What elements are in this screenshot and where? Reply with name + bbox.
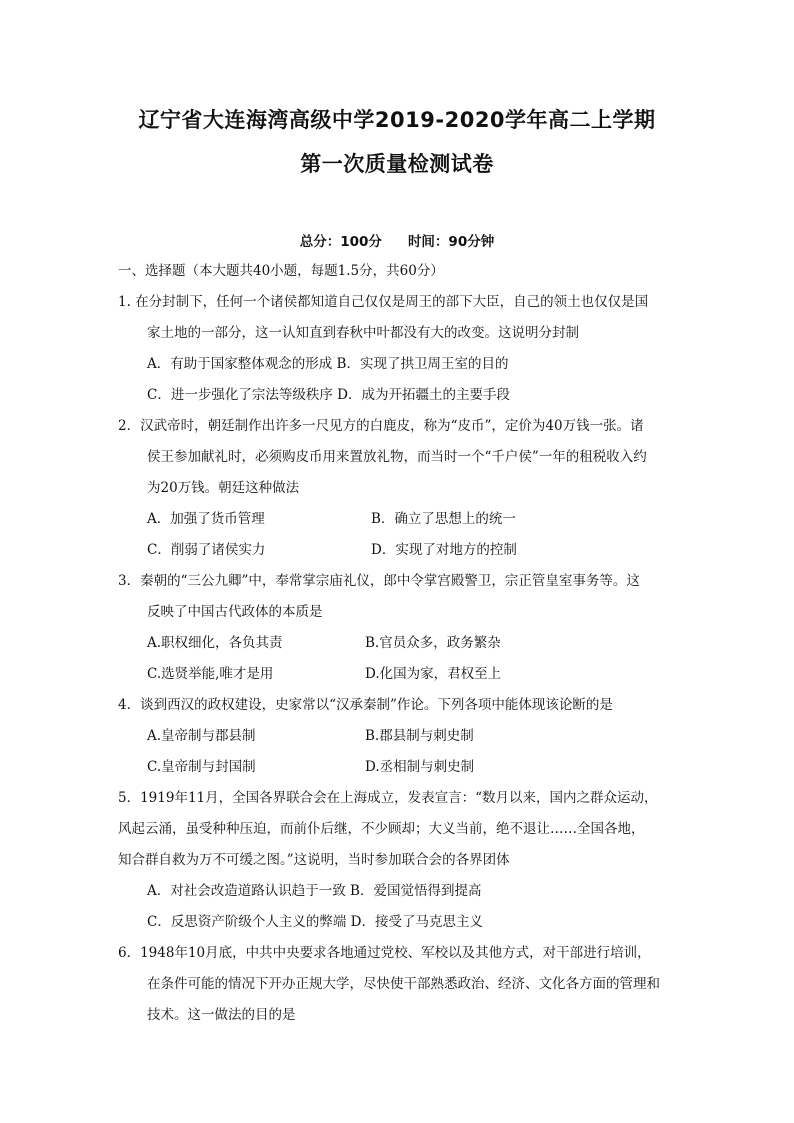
question-1-line-1: 1. 在分封制下，任何一个诸侯都知道自己仅仅是周王的部下大臣，自己的领土也仅仅是国: [118, 294, 649, 310]
exam-title-line1: 辽宁省大连海湾高级中学2019-2020学年高二上学期: [138, 108, 656, 132]
question-2-line-2: 侯王参加献礼时，必须购皮币用来置放礼物，而当时一个“千户侯”一年的租税收入约: [147, 449, 647, 465]
question-4-option-d: D.丞相制与刺史制: [365, 759, 475, 775]
question-3-line-2: 反映了中国古代政体的本质是: [147, 604, 323, 620]
question-3-option-a: A.职权细化，各负其责: [147, 635, 283, 651]
question-2-line-3: 为20万钱。朝廷这种做法: [147, 480, 300, 496]
question-6-line-2: 在条件可能的情况下开办正规大学，尽快使干部熟悉政治、经济、文化各方面的管理和: [147, 976, 660, 992]
question-5-options-cd: C．反思资产阶级个人主义的弊端 D．接受了马克思主义: [147, 914, 483, 930]
question-2-option-a: A．加强了货币管理: [147, 511, 265, 527]
question-6-line-1: 6．1948年10月底，中共中央要求各地通过党校、军校以及其他方式，对干部进行培训，: [118, 945, 651, 961]
question-4-option-c: C.皇帝制与封国制: [147, 759, 256, 775]
question-6-line-3: 技术。这一做法的目的是: [147, 1007, 296, 1023]
question-2-option-d: D．实现了对地方的控制: [371, 542, 517, 558]
exam-meta: [0, 230, 794, 250]
question-5-line-1: 5．1919年11月，全国各界联合会在上海成立，发表宣言：“数月以来，国内之群众运动，: [118, 790, 658, 806]
question-3-option-d: D.化国为家，君权至上: [365, 666, 502, 682]
question-5-options-ab: A．对社会改造道路认识趋于一致 B．爱国觉悟得到提高: [147, 883, 482, 899]
question-4-option-b: B.郡县制与刺史制: [365, 728, 474, 744]
section-heading: 一、选择题（本大题共40小题，每题1.5分，共60分）: [118, 263, 444, 279]
question-1-options-cd: C．进一步强化了宗法等级秩序 D．成为开拓疆土的主要手段: [147, 387, 510, 403]
question-4-line-1: 4．谈到西汉的政权建设，史家常以“汉承秦制”作论。下列各项中能体现该论断的是: [118, 697, 613, 713]
question-3-option-b: B.官员众多，政务繁杂: [365, 635, 501, 651]
time-limit: 时间：90分钟: [407, 234, 495, 250]
exam-title-line2: 第一次质量检测试卷: [300, 152, 494, 176]
question-2-option-c: C．削弱了诸侯实力: [147, 542, 266, 558]
question-1-options-ab: A．有助于国家整体观念的形成 B．实现了拱卫周王室的目的: [147, 356, 509, 372]
question-5-line-3: 知合群自救为万不可缓之图。”这说明，当时参加联合会的各界团体: [118, 852, 510, 868]
total-score: 总分：100分: [299, 234, 382, 250]
question-1-line-2: 家土地的一部分，这一认知直到春秋中叶都没有大的改变。这说明分封制: [147, 325, 579, 341]
question-5-line-2: 风起云涌，虽受种种压迫，而前仆后继，不少顾却；大义当前，绝不退让……全国各地，: [118, 821, 645, 837]
question-3-line-1: 3．秦朝的“三公九卿”中，奉常掌宗庙礼仪，郎中令掌宫殿警卫，宗正管皇室事务等。这: [118, 573, 640, 589]
question-4-option-a: A.皇帝制与郡县制: [147, 728, 256, 744]
question-2-option-b: B．确立了思想上的统一: [371, 511, 516, 527]
question-3-option-c: C.选贤举能,唯才是用: [147, 666, 274, 682]
question-2-line-1: 2．汉武帝时，朝廷制作出许多一尺见方的白鹿皮，称为“皮币”，定价为40万钱一张。诸: [118, 418, 644, 434]
